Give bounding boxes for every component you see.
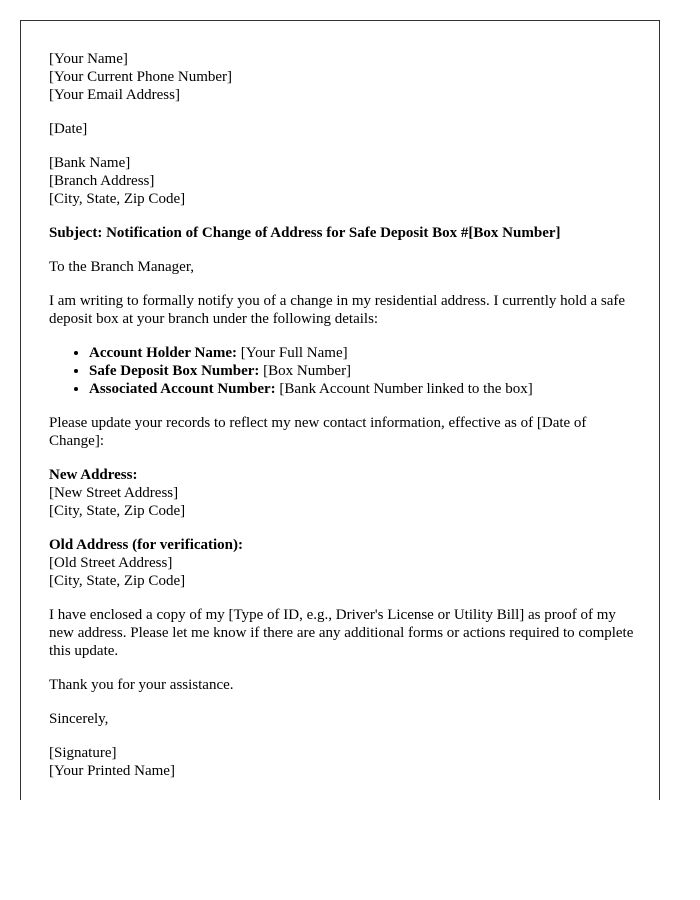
subject-line: Subject: Notification of Change of Address for Safe Deposit Box #[Box Number] [49,225,561,241]
signature-line: [Signature] [49,745,117,761]
detail-label-box-number: Safe Deposit Box Number: [89,363,260,379]
detail-value-account-number: [Bank Account Number linked to the box] [275,381,533,397]
sender-email: [Your Email Address] [49,87,180,103]
list-item [89,344,639,362]
update-request-paragraph: Please update your records to reflect my new contact information, effective as of [Date of Change]: [49,415,587,449]
thanks-paragraph: Thank you for your assistance. [49,677,234,693]
detail-label-account-holder: Account Holder Name: [89,345,238,361]
list-item [89,362,639,380]
salutation: To the Branch Manager, [49,259,194,275]
new-address-heading: New Address: [49,467,138,483]
new-address-street: [New Street Address] [49,485,179,501]
letter-date: [Date] [49,121,88,137]
letter-body [49,50,639,796]
sender-phone: [Your Current Phone Number] [49,69,233,85]
enclosure-paragraph: I have enclosed a copy of my [Type of ID, e.g., Driver's License or Utility Bill] as proof of my new address. Please let me know if there are any additional forms or actions required to complete this update. [49,607,634,659]
new-address-block [49,466,639,520]
closing: Sincerely, [49,711,109,727]
recipient-block [49,154,639,208]
detail-value-box-number: [Box Number] [259,363,352,379]
sender-name: [Your Name] [49,51,128,67]
sender-block [49,50,639,104]
old-address-city-state-zip: [City, State, Zip Code] [49,573,186,589]
signature-block [49,744,639,780]
list-item [89,380,639,398]
recipient-city-state-zip: [City, State, Zip Code] [49,191,186,207]
recipient-branch-address: [Branch Address] [49,173,155,189]
intro-paragraph: I am writing to formally notify you of a change in my residential address. I currently hold a safe deposit box at your branch under the following details: [49,293,626,327]
detail-label-account-number: Associated Account Number: [89,381,276,397]
printed-name: [Your Printed Name] [49,763,175,779]
old-address-block [49,536,639,590]
new-address-city-state-zip: [City, State, Zip Code] [49,503,186,519]
recipient-bank-name: [Bank Name] [49,155,131,171]
details-list [49,344,639,398]
old-address-heading: Old Address (for verification): [49,537,244,553]
letter-page [20,20,660,800]
detail-value-account-holder: [Your Full Name] [237,345,348,361]
old-address-street: [Old Street Address] [49,555,173,571]
